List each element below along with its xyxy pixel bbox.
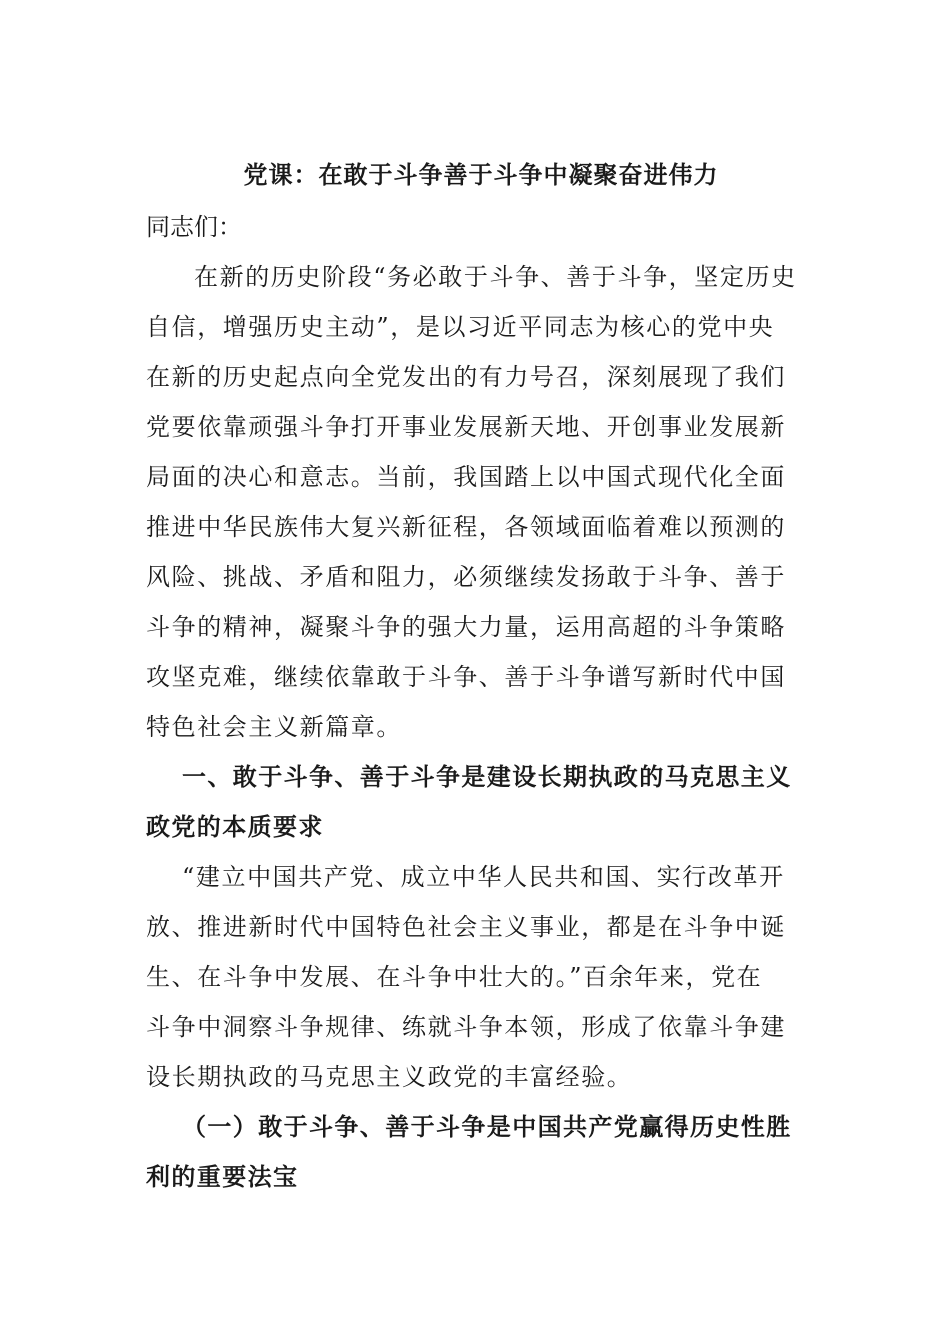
text-line: 在新的历史起点向全党发出的有力号召，深刻展现了我们 <box>146 363 786 391</box>
section-heading-1 <box>146 752 806 852</box>
subsection-heading-1 <box>146 1102 806 1202</box>
text-line: 攻坚克难，继续依靠敢于斗争、善于斗争谱写新时代中国 <box>146 663 786 691</box>
text-line: “建立中国共产党、成立中华人民共和国、实行改革开 <box>182 863 785 891</box>
text-line: 生、在斗争中发展、在斗争中壮大的。”百余年来，党在 <box>146 963 763 991</box>
document-title: 党课：在敢于斗争善于斗争中凝聚奋进伟力 <box>243 160 719 189</box>
heading-line: （一）敢于斗争、善于斗争是中国共产党赢得历史性胜 <box>182 1112 792 1141</box>
text-line: 风险、挑战、矛盾和阻力，必须继续发扬敢于斗争、善于 <box>146 563 786 591</box>
text-line: 推进中华民族伟大复兴新征程，各领域面临着难以预测的 <box>146 513 786 541</box>
text-line: 局面的决心和意志。当前，我国踏上以中国式现代化全面 <box>146 463 786 491</box>
text-line: 斗争中洞察斗争规律、练就斗争本领，形成了依靠斗争建 <box>146 1013 786 1041</box>
text-line: 设长期执政的马克思主义政党的丰富经验。 <box>146 1063 633 1091</box>
salutation: 同志们： <box>146 213 242 241</box>
heading-line: 政党的本质要求 <box>146 812 324 841</box>
text-line: 放、推进新时代中国特色社会主义事业，都是在斗争中诞 <box>146 913 786 941</box>
paragraph-intro <box>146 252 806 752</box>
document-page <box>146 150 806 1202</box>
heading-line: 利的重要法宝 <box>146 1162 299 1191</box>
text-line: 在新的历史阶段“务必敢于斗争、善于斗争，坚定历史 <box>194 263 797 291</box>
text-line: 自信，增强历史主动”，是以习近平同志为核心的党中央 <box>146 313 775 341</box>
text-line: 党要依靠顽强斗争打开事业发展新天地、开创事业发展新 <box>146 413 786 441</box>
text-line: 斗争的精神，凝聚斗争的强大力量，运用高超的斗争策略 <box>146 613 786 641</box>
heading-line: 一、敢于斗争、善于斗争是建设长期执政的马克思主义 <box>182 762 792 791</box>
text-line: 特色社会主义新篇章。 <box>146 713 402 741</box>
paragraph-section-1 <box>146 852 806 1102</box>
